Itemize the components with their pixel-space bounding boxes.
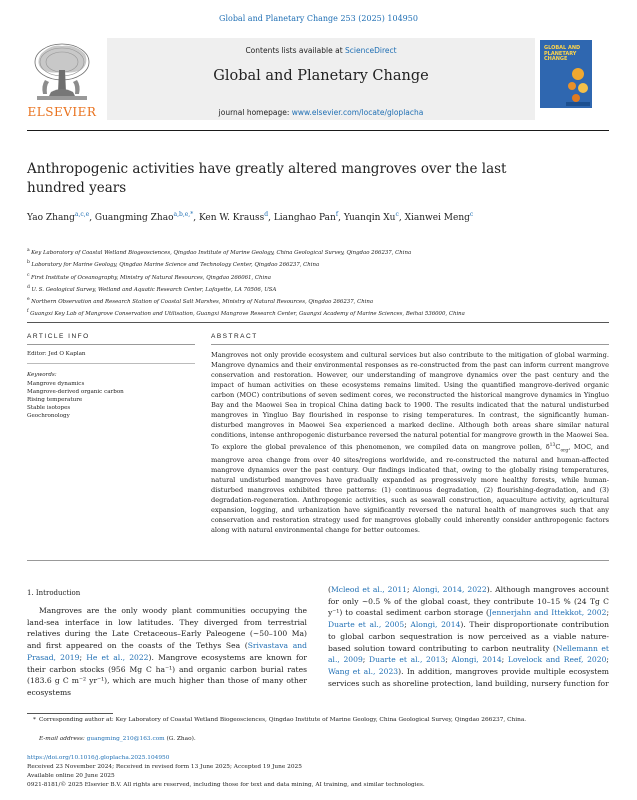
homepage-link[interactable]: www.elsevier.com/locate/gloplacha [291, 108, 424, 117]
footnote-divider [27, 713, 113, 714]
body-text: ; [404, 620, 411, 630]
author-name[interactable]: Yao Zhang [27, 213, 75, 223]
abstract-divider [211, 344, 609, 345]
keyword: Rising temperature [27, 396, 83, 403]
citation-link[interactable]: Nellemann et al., 2009 [328, 643, 609, 665]
abstract-part-2: , MOC, and mangrove area change from over 40 sites/regions worldwide, and re-constructed the natural and human-affected mangrove dynamics over the past century. Our findings indicated that, owing to the globally rising temperatures, natural undisturbed mangroves have gradually expanded as progressively more healthy forests, while human-disturbed mangroves exhibited three patterns: (1) continuous degradation, (2) flourishing-degradation, and (3) degradation-regeneration. Anthropogenic activities, such as seawall construction, aquaculture activity, agricultural expansion, logging, and urbanization have significantly reversed the natural health of mangroves such that any conservation and restoration strategy used for mangroves globally could inherently consider anthropogenic factors along with natural environmental change for better outcomes. [211, 442, 609, 534]
email-suffix: (G. Zhao). [164, 736, 196, 742]
masthead-divider [27, 130, 609, 131]
publisher-logo[interactable] [27, 38, 97, 120]
citation-link[interactable]: Alongi, 2014, 2022 [412, 585, 487, 594]
affiliation-text: Key Laboratory of Coastal Wetland Biogeosciences, Qingdao Institute of Marine Geology, China Geological Survey, Qingdao 266237, China [31, 249, 412, 256]
author-name[interactable]: Xianwei Meng [404, 213, 470, 223]
affiliation-text: Guangxi Key Lab of Mangrove Conservation and Utilisation, Guangxi Mangrove Research Center, Guangxi Academy of Marine Sciences, Beihai 536000, China [30, 311, 465, 318]
keyword: Geochronology [27, 412, 70, 419]
citation-link[interactable]: Lovelock and Reef, 2020 [507, 655, 607, 665]
body-text: ; [407, 585, 413, 594]
author-name[interactable]: Guangming Zhao [94, 213, 174, 223]
contents-line [107, 46, 535, 55]
citation-link[interactable]: Jennerjahn and Ittekkot, 2002 [489, 608, 607, 618]
email-line [39, 736, 196, 742]
introduction-right-column [328, 584, 609, 689]
body-text: ). Mangrove ecosystems are known for their carbon stocks (956 Mg C ha⁻¹) and organic carbon burial rates (183.6 g C m⁻² yr⁻¹), which are much higher than those of many other ecosystems [27, 652, 307, 697]
author-name[interactable]: Lianghao Pan [273, 213, 336, 223]
body-text: ( [328, 585, 331, 594]
body-text: ). In addition, mangroves provide multiple ecosystem services such as shoreline protection, land building, nursery function for [328, 666, 609, 688]
author-affiliation-marker[interactable]: c [395, 211, 399, 218]
introduction-left-column [27, 605, 307, 699]
affiliation [27, 295, 607, 307]
citation-link[interactable]: Alongi, 2014 [410, 620, 461, 630]
abstract-heading: ABSTRACT [211, 333, 258, 340]
contents-prefix: Contents lists available at [245, 46, 346, 55]
citation-link[interactable]: Duarte et al., 2013 [369, 655, 446, 665]
body-text: ; [606, 608, 609, 618]
cover-artwork-icon [566, 66, 590, 106]
author-affiliation-marker[interactable]: a,b,e,* [173, 211, 194, 218]
affiliation [27, 283, 607, 295]
keyword-list [27, 381, 195, 421]
author-affiliation-marker[interactable]: f [335, 211, 339, 218]
affiliation-marker: b [27, 260, 32, 266]
elsevier-tree-icon [31, 40, 93, 102]
author-affiliation-marker[interactable]: a,c,e [74, 211, 90, 218]
journal-citation[interactable]: Global and Planetary Change 253 (2025) 104950 [219, 14, 418, 23]
body-text: ; [501, 655, 508, 665]
citation-link[interactable]: Mcleod et al., 2011 [330, 585, 408, 594]
affiliation-marker: f [27, 309, 31, 315]
affiliation-marker: c [27, 272, 31, 278]
abstract-part-1: Mangroves not only provide ecosystem and cultural services but also contribute to the mitigation of global warming. Mangrove dynamics and their environmental responses as re-constructed from the past can inform current mangrove conservation and restoration. However, our understanding of mangrove dynamics over the past century and the impact of human activities on these ecosystems remains limited. Using the quantified mangrove-derived organic carbon (MOC) contributions of seven sediment cores, we reconstructed the historical mangrove dynamics in Yingluo Bay and the Maowei Sea in tropical China dating back to 1900. The results indicated that the natural undisturbed mangroves in Yingluo Bay flourished in response to rising temperatures. In contrast, the significantly human-disturbed mangroves in Maowei Sea experienced a marked decline. Although both areas share similar natural conditions, intense anthropogenic disturbance reversed the natural potential for mangrove growth in the Maowei Sea. To explore the global prevalence of this phenomenon, we compiled data on mangrove pollen, δ [211, 351, 609, 451]
body-text: ). Although mangroves account for only ~0.5 % of the global coast, they contribute 10–15 % (24 Tg C y⁻¹) to coastal sediment carbon storage ( [328, 585, 609, 618]
footnote-mark: * [33, 717, 36, 723]
received-dates: Received 23 November 2024; Received in revised form 13 June 2025; Accepted 19 June 2025 [27, 763, 302, 770]
citation-link[interactable]: Duarte et al., 2005 [328, 620, 405, 630]
keyword: Mangrove-derived organic carbon [27, 388, 124, 395]
affiliation-text: First Institute of Oceanography, Ministry of Natural Resources, Qingdao 266061, China [30, 274, 271, 281]
journal-banner [107, 38, 535, 120]
masthead [27, 38, 609, 126]
body-text: ; [445, 655, 452, 665]
doi-link[interactable]: https://doi.org/10.1016/j.gloplacha.2025.104950 [27, 755, 170, 761]
author-list: Yao Zhang$^{a,c,e}$, Guangming Zhao$^{a,b,e,*}$, Ken W. Krauss$^d$, Lianghao Pan$^f$, Yuanqin Xu$^c$, Xianwei Meng$^c$ [27, 211, 474, 223]
abstract-text [211, 351, 609, 536]
affiliation-marker: d [27, 284, 32, 290]
abstract-end-divider [27, 560, 609, 561]
body-text: Mangroves are the only woody plant communities occupying the land-sea interface in low latitudes. They diverged from terrestrial relatives during the Late Cretaceous–Early Paleogene (~50–100 Ma) and first appeared on the coasts of the Tethys Sea ( [27, 606, 307, 651]
org-subscript: org [560, 448, 569, 454]
journal-name: Global and Planetary Change [213, 68, 429, 84]
email-link[interactable]: guangming_210@163.com [86, 736, 165, 742]
publication-info [27, 754, 609, 790]
citation-link[interactable]: Wang et al., 2023 [328, 666, 399, 676]
affiliation-divider [27, 322, 609, 323]
affiliation [27, 258, 607, 270]
article-title: Anthropogenic activities have greatly altered mangroves over the last hundred years [27, 161, 507, 196]
keyword: Mangrove dynamics [27, 381, 85, 387]
copyright: 0921-8181/© 2025 Elsevier B.V. All rights are reserved, including those for text and data mining, AI training, and similar technologies. [27, 781, 425, 788]
journal-cover[interactable] [540, 40, 592, 108]
isotope-superscript: 13 [549, 442, 556, 448]
affiliation [27, 307, 607, 319]
affiliation-marker: e [27, 297, 32, 303]
affiliation [27, 246, 607, 258]
cover-title: GLOBAL AND PLANETARY CHANGE [544, 45, 581, 62]
keywords-label: Keywords: [27, 372, 57, 378]
article-info-heading: ARTICLE INFO [27, 333, 90, 340]
keywords-divider [27, 363, 195, 364]
author-affiliation-marker[interactable]: c [469, 211, 474, 218]
author-name[interactable]: Yuanqin Xu [343, 213, 396, 223]
author-name[interactable]: Ken W. Krauss [198, 213, 265, 223]
footnote-text: Corresponding author at: Key Laboratory of Coastal Wetland Biogeosciences, Qingdao Institute of Marine Geology, China Geological Survey, Qingdao 266237, China. [39, 717, 527, 723]
author-affiliation-marker[interactable]: d [264, 211, 269, 218]
affiliation-text: U. S. Geological Survey, Wetland and Aquatic Research Center, Lafayette, LA 70506, USA [31, 286, 277, 293]
affiliation-list [27, 246, 607, 320]
homepage-line [107, 108, 535, 117]
corresponding-author-note [27, 716, 609, 725]
body-text: ; [606, 655, 609, 665]
elsevier-wordmark: ELSEVIER [27, 105, 97, 119]
sciencedirect-link[interactable]: ScienceDirect [345, 46, 397, 55]
affiliation-text: Northern Observation and Research Station of Coastal Salt Marshes, Ministry of Natural Resources, Qingdao 266237, China [31, 298, 374, 305]
body-text: ). Their disproportionate contribution to global carbon sequestration is now perceived as a viable nature-based solution toward contributing to carbon neutrality ( [328, 620, 609, 653]
article-info-divider [27, 344, 195, 345]
keyword: Stable isotopes [27, 404, 71, 411]
body-text: ; [79, 652, 87, 662]
homepage-prefix: journal homepage: [218, 108, 292, 117]
citation-link[interactable]: He et al., 2022 [86, 652, 149, 662]
introduction-heading: 1. Introduction [27, 589, 81, 597]
email-label: E-mail address: [39, 736, 87, 742]
citation-link[interactable]: Alongi, 2014 [451, 655, 502, 665]
affiliation [27, 271, 607, 283]
online-date: Available online 20 June 2025 [27, 772, 115, 779]
body-text: ; [362, 655, 370, 665]
affiliation-marker: a [27, 248, 32, 253]
citation-link[interactable]: Srivastava and Prasad, 2019 [27, 641, 307, 662]
isotope-symbol: C [555, 442, 561, 451]
editor-line: Editor: Jed O Kaplan [27, 351, 86, 357]
affiliation-text: Laboratory for Marine Geology, Qingdao Marine Science and Technology Center, Qingdao 266237, China [31, 262, 320, 269]
